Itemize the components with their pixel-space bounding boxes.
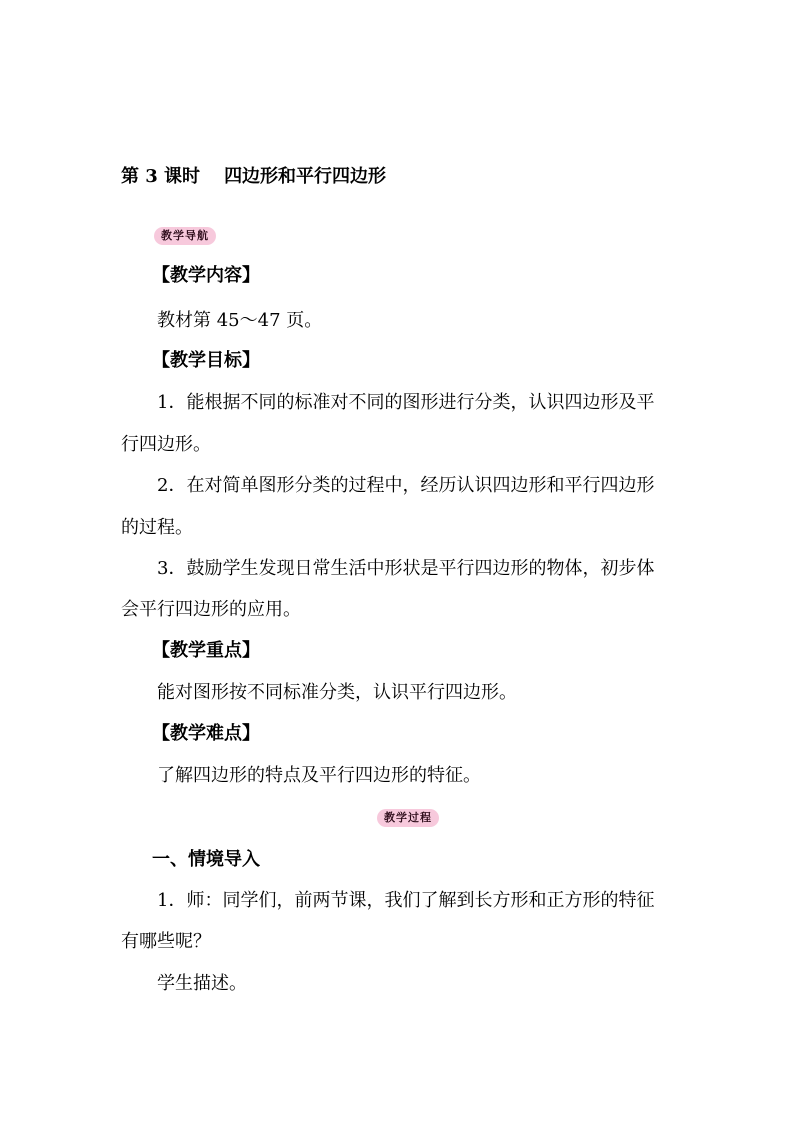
goal-2-line-2: 的过程。 (121, 517, 193, 538)
heading-teaching-content: 【教学内容】 (152, 265, 260, 286)
goal-1-line-1: 1．能根据不同的标准对不同的图形进行分类，认识四边形及平 (157, 392, 655, 413)
goal-3-line-2: 会平行四边形的应用。 (121, 599, 301, 620)
heading-difficult-points: 【教学难点】 (152, 723, 260, 744)
text-teaching-content: 教材第 45～47 页。 (157, 310, 323, 331)
goal-3-line-1: 3．鼓励学生发现日常生活中形状是平行四边形的物体，初步体 (157, 558, 655, 579)
lesson-number: 第 3 课时 (121, 166, 201, 187)
heading-situation-intro: 一、情境导入 (152, 849, 260, 870)
process-item-1-line-2: 有哪些呢？ (121, 931, 211, 952)
heading-teaching-goals: 【教学目标】 (152, 350, 260, 371)
goal-1-line-2: 行四边形。 (121, 434, 211, 455)
student-description: 学生描述。 (157, 973, 247, 994)
lesson-title (121, 165, 386, 189)
goal-2-line-1: 2．在对简单图形分类的过程中，经历认识四边形和平行四边形 (157, 475, 655, 496)
process-item-1-line-1: 1．师：同学们，前两节课，我们了解到长方形和正方形的特征 (157, 890, 655, 911)
badge-teaching-nav: 教学导航 (154, 227, 216, 245)
heading-key-points: 【教学重点】 (152, 640, 260, 661)
text-difficult-points: 了解四边形的特点及平行四边形的特征。 (157, 765, 481, 786)
text-key-points: 能对图形按不同标准分类，认识平行四边形。 (157, 682, 517, 703)
badge-teaching-process: 教学过程 (377, 809, 439, 827)
lesson-title-text: 四边形和平行四边形 (224, 166, 387, 187)
